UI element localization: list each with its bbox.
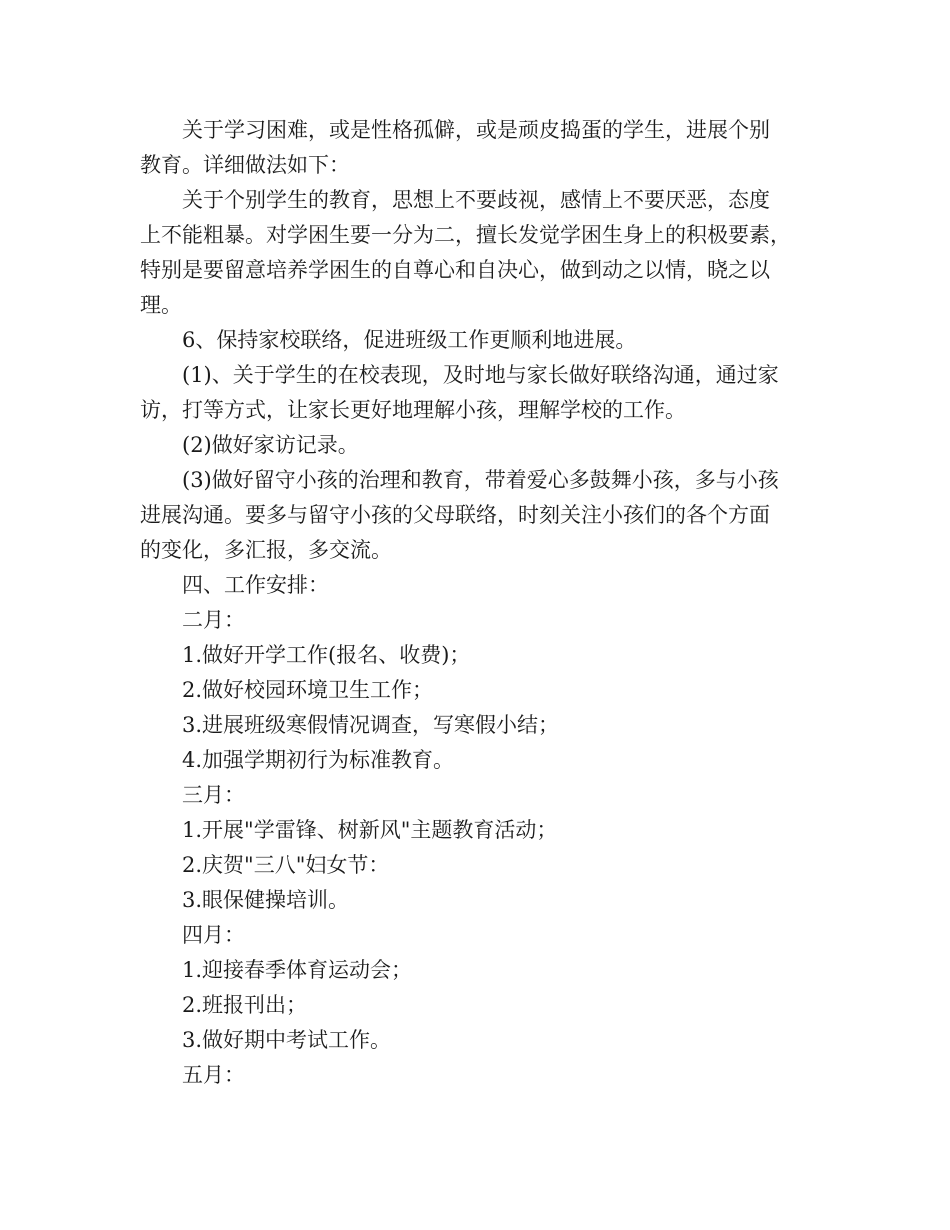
text-line: 4.加强学期初行为标准教育。 bbox=[182, 748, 455, 772]
paragraph bbox=[140, 1023, 820, 1058]
text-line: 特别是要留意培养学困生的自尊心和自决心，做到动之以情，晓之以 bbox=[140, 258, 770, 282]
text-line: 3.眼保健操培训。 bbox=[182, 888, 350, 912]
text-line: 五月： bbox=[182, 1063, 245, 1087]
text-line: (1)、关于学生的在校表现，及时地与家长做好联络沟通，通过家 bbox=[182, 363, 779, 387]
text-line: (2)做好家访记录。 bbox=[182, 433, 359, 457]
paragraph bbox=[140, 988, 820, 1023]
text-line: 1.开展"学雷锋、树新风"主题教育活动； bbox=[182, 818, 558, 842]
text-line: 2.做好校园环境卫生工作； bbox=[182, 678, 434, 702]
paragraph bbox=[140, 183, 820, 323]
paragraph bbox=[140, 113, 820, 183]
paragraph bbox=[140, 778, 820, 813]
text-line: 6、保持家校联络，促进班级工作更顺利地进展。 bbox=[182, 328, 637, 352]
text-line: 关于个别学生的教育，思想上不要歧视，感情上不要厌恶，态度 bbox=[182, 188, 770, 212]
paragraph bbox=[140, 1058, 820, 1093]
paragraph bbox=[140, 708, 820, 743]
text-line: 四月： bbox=[182, 923, 245, 947]
text-line: 关于学习困难，或是性格孤僻，或是顽皮捣蛋的学生，进展个别 bbox=[182, 118, 770, 142]
paragraph bbox=[140, 673, 820, 708]
paragraph bbox=[140, 743, 820, 778]
text-line: 三月： bbox=[182, 783, 245, 807]
text-line: 3.做好期中考试工作。 bbox=[182, 1028, 392, 1052]
text-line: 教育。详细做法如下： bbox=[140, 153, 350, 177]
text-line: 2.庆贺"三八"妇女节： bbox=[182, 853, 390, 877]
paragraph bbox=[140, 638, 820, 673]
text-line: 二月： bbox=[182, 608, 245, 632]
paragraph bbox=[140, 848, 820, 883]
text-line: 1.做好开学工作(报名、收费)； bbox=[182, 643, 471, 667]
text-line: 四、工作安排： bbox=[182, 573, 329, 597]
paragraph bbox=[140, 813, 820, 848]
paragraph bbox=[140, 463, 820, 568]
paragraph bbox=[140, 428, 820, 463]
text-line: 1.迎接春季体育运动会； bbox=[182, 958, 413, 982]
paragraph bbox=[140, 603, 820, 638]
paragraph bbox=[140, 953, 820, 988]
paragraph bbox=[140, 358, 820, 428]
text-line: 理。 bbox=[140, 293, 182, 317]
text-line: (3)做好留守小孩的治理和教育，带着爱心多鼓舞小孩，多与小孩 bbox=[182, 468, 779, 492]
paragraph bbox=[140, 883, 820, 918]
paragraph bbox=[140, 323, 820, 358]
paragraph bbox=[140, 568, 820, 603]
text-line: 3.进展班级寒假情况调查，写寒假小结； bbox=[182, 713, 560, 737]
text-line: 上不能粗暴。对学困生要一分为二，擅长发觉学困生身上的积极要素， bbox=[140, 223, 791, 247]
text-line: 访，打等方式，让家长更好地理解小孩，理解学校的工作。 bbox=[140, 398, 686, 422]
paragraph bbox=[140, 918, 820, 953]
text-line: 2.班报刊出； bbox=[182, 993, 308, 1017]
text-line: 进展沟通。要多与留守小孩的父母联络，时刻关注小孩们的各个方面 bbox=[140, 503, 770, 527]
text-line: 的变化，多汇报，多交流。 bbox=[140, 538, 392, 562]
document-body bbox=[140, 113, 820, 1093]
